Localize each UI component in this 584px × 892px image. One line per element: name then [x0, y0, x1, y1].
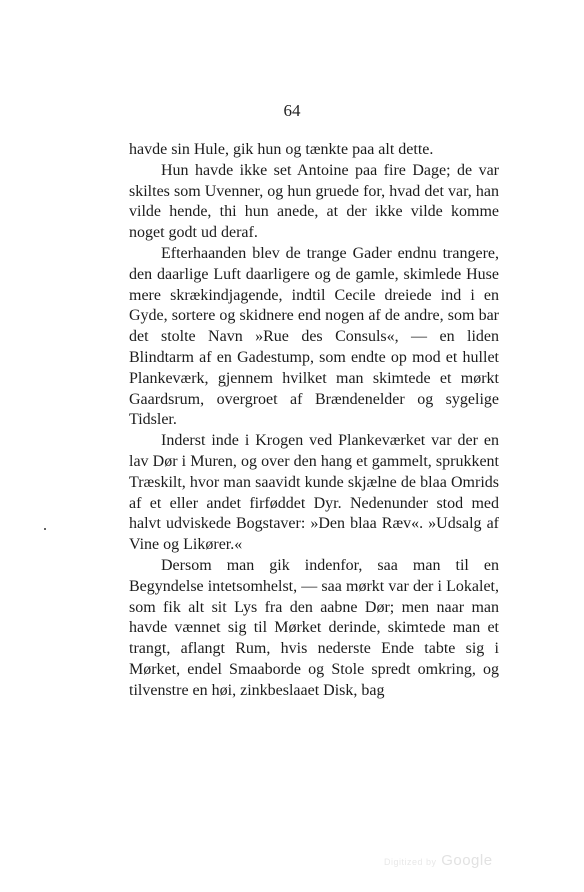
- watermark-brand: Google: [441, 852, 493, 869]
- page-body: [129, 140, 499, 702]
- page-number: 64: [283, 101, 301, 120]
- paragraph-continuation: havde sin Hule, gik hun og tænkte paa alt dette.: [129, 141, 434, 158]
- paragraph-sign: Inderst inde i Krogen ved Plankeværket var der en lav Dør i Muren, og over den hang et gammelt, sprukkent Træskilt, hvor man saavidt kunde skjælne de blaa Omrids af et eller andet firføddet Dyr. Nedenunder stod med halvt udviskede Bogstaver: »Den blaa Ræv«. »Udsalg af Vine og Likører.«: [129, 432, 499, 554]
- watermark-prefix: Digitized by: [384, 857, 437, 867]
- digitization-watermark: [384, 852, 493, 869]
- margin-mark: [44, 528, 46, 530]
- paragraph-interior: Dersom man gik indenfor, saa man til en Begyndelse intetsomhelst, — saa mørkt var der i Lokalet, som fik alt sit Lys fra den aabne Dør; men naar man havde vænnet sig til Mørket derinde, skimtede man et trangt, aflangt Rum, hvis nederste Ende tabte sig i Mørket, endel Smaaborde og Stole spredt omkring, og tilvenstre en høi, zinkbeslaaet Disk, bag: [129, 556, 499, 699]
- paragraph-antoine: Hun havde ikke set Antoine paa fire Dage; de var skiltes som Uvenner, og hun gruede for, hvad det var, han vilde hende, thi hun anede, at der ikke vilde komme noget godt ud deraf.: [129, 161, 499, 242]
- paragraph-streets: Efterhaanden blev de trange Gader endnu trangere, den daarlige Luft daarligere og de gamle, skimlede Huse mere skrækindjagende, indtil Cecile dreiede ind i en Gyde, sortere og skidnere end nogen af de andre, som bar det stolte Navn »Rue des Consuls«, — en liden Blindtarm af en Gadestump, som endte op mod et hullet Plankeværk, gjennem hvilket man skimtede et mørkt Gaardsrum, overgroet af Brændenelder og sygelige Tidsler.: [129, 244, 499, 429]
